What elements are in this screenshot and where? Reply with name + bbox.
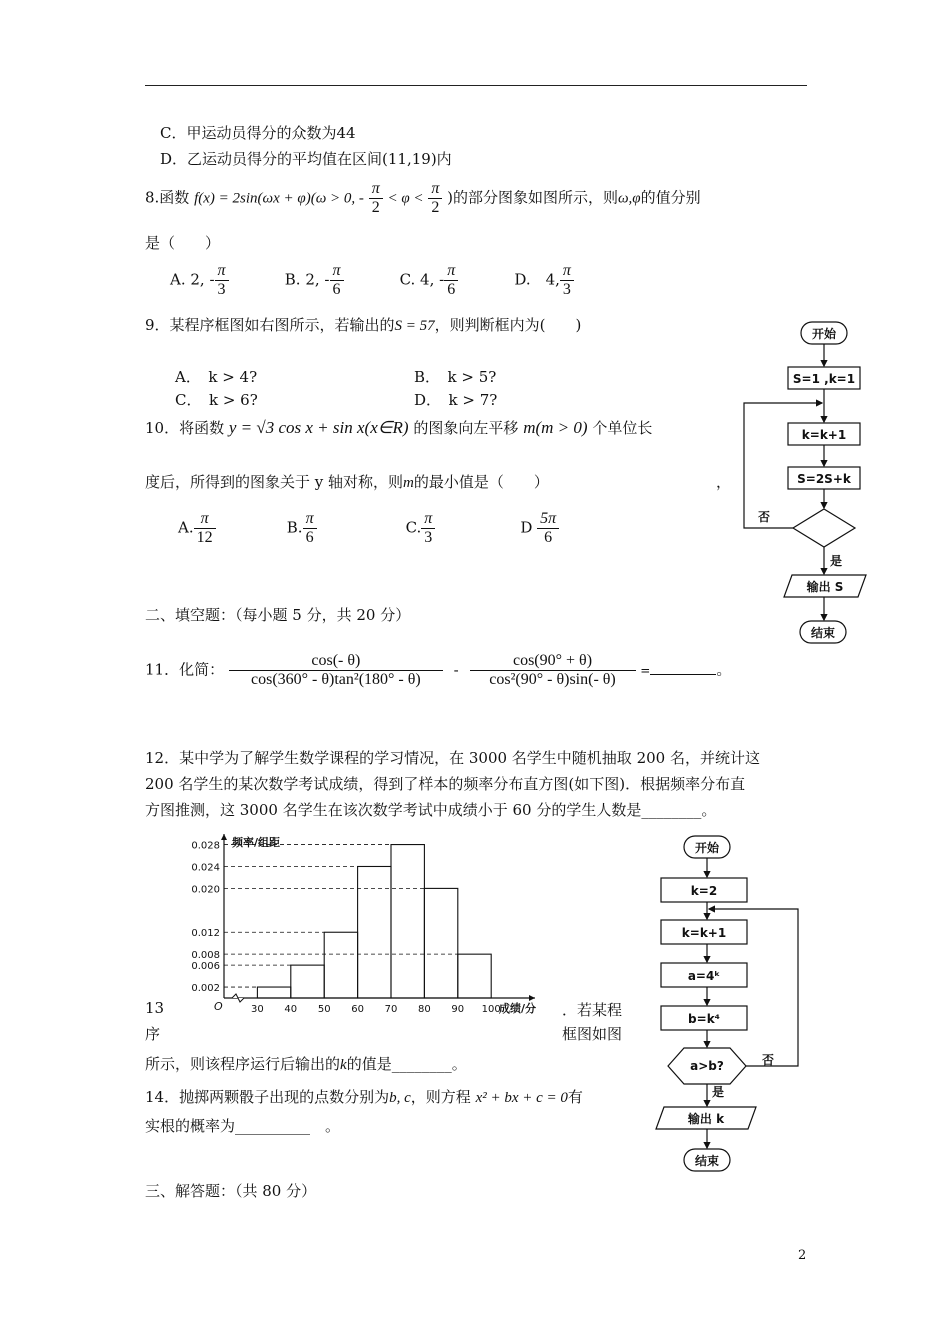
bar-50-60 bbox=[324, 932, 357, 998]
q14-equation: x² + bx + c = 0 bbox=[475, 1090, 568, 1106]
bar-60-70 bbox=[358, 866, 391, 998]
q10-option-b: B. $\frac{\pi}{6}$ bbox=[287, 510, 401, 547]
q9-option-d: D． k > 7? bbox=[414, 391, 498, 409]
flow2-step3-label: b=k⁴ bbox=[688, 1012, 720, 1026]
q11-fraction-2: $\frac{\cos(90^\circ + \theta)}{\text{cos²(90° - θ)sin(- θ)}}$ bbox=[470, 652, 636, 689]
x-tick-50: 50 bbox=[317, 1004, 331, 1015]
flow2-cond-label: a>b? bbox=[690, 1059, 724, 1073]
flow2-yes-label: 是 bbox=[711, 1085, 725, 1099]
q12-line1: 12．某中学为了解学生数学课程的学习情况，在 3000 名学生中随机抽取 200 名，并统计这 bbox=[145, 749, 760, 767]
q8-vars: ω,φ bbox=[617, 190, 641, 207]
y-tick-0.008: 0.008 bbox=[191, 950, 220, 962]
q8-options bbox=[170, 262, 624, 299]
q9-option-c: C． k > 6? bbox=[175, 391, 258, 409]
flow2-output-label: 输出 k bbox=[687, 1112, 725, 1126]
axis-break bbox=[232, 994, 244, 1002]
q12-line3: 方图推测，这 3000 名学生在该次数学考试中成绩小于 60 分的学生人数是________。 bbox=[145, 801, 717, 819]
flowchart-1 bbox=[738, 315, 868, 651]
flow1-step2-label: S=2S+k bbox=[797, 472, 851, 486]
x-tick-40: 40 bbox=[284, 1004, 298, 1015]
flowchart-2 bbox=[650, 830, 810, 1180]
y-axis-arrow bbox=[221, 834, 227, 840]
q8-stem bbox=[145, 180, 701, 217]
q8-mid: < φ < bbox=[387, 190, 424, 207]
q8-suffix: )的部分图象如图所示，则 bbox=[447, 188, 618, 207]
q8-tail: 的值分别 bbox=[640, 188, 701, 207]
q13-right1: ．若某程 bbox=[562, 1001, 623, 1019]
q8-option-d: D. 4, $\frac{\pi}{3}$ bbox=[514, 262, 624, 299]
q10-stem: 10．将函数 y = √3 cos x + sin x(x∈R) 的图象向左平移 m(m > 0) 个单位长 bbox=[145, 418, 653, 437]
q13-right2: 框图如图 bbox=[562, 1025, 623, 1043]
q9-option-b: B． k > 5? bbox=[414, 368, 497, 386]
flow2-no-label: 否 bbox=[761, 1053, 775, 1067]
q10-formula: y = √3 cos x + sin x(x∈R) bbox=[228, 418, 409, 437]
q8-prefix: 8.函数 bbox=[145, 188, 190, 207]
section-2-heading: 二、填空题：（每小题 5 分，共 20 分） bbox=[145, 606, 411, 624]
q10-param: m(m > 0) bbox=[523, 418, 588, 437]
y-tick-0.002: 0.002 bbox=[191, 983, 220, 995]
q13-left2: 序 bbox=[145, 1025, 161, 1043]
q10-option-c: C. $\frac{\pi}{3}$ bbox=[406, 510, 516, 547]
x-tick-90: 90 bbox=[451, 1004, 465, 1015]
x-axis-arrow bbox=[529, 995, 535, 1001]
flow2-end-label: 结束 bbox=[694, 1154, 720, 1168]
x-tick-30: 30 bbox=[251, 1004, 264, 1015]
bar-80-90 bbox=[424, 888, 457, 998]
x-tick-80: 80 bbox=[418, 1004, 431, 1015]
flow2-step1-label: k=k+1 bbox=[681, 926, 727, 940]
q9-var: S = 57 bbox=[394, 318, 435, 334]
stray-comma: ， bbox=[716, 473, 732, 491]
flow1-start-label: 开始 bbox=[811, 327, 837, 341]
q10-line2: 度后，所得到的图象关于 y 轴对称，则m的最小值是（ ） bbox=[145, 473, 549, 491]
frequency-histogram bbox=[180, 828, 550, 1018]
q13-line3: 所示，则该程序运行后输出的k的值是________。 bbox=[145, 1055, 467, 1073]
x-tick-70: 70 bbox=[384, 1004, 398, 1015]
q10-option-a: A. $\frac{\pi}{12}$ bbox=[178, 510, 282, 547]
q10-options bbox=[178, 510, 600, 547]
bar-40-50 bbox=[291, 965, 324, 998]
q7-option-c: C．甲运动员得分的众数为44 bbox=[160, 124, 356, 142]
flow1-init-label: S=1 ,k=1 bbox=[792, 372, 856, 386]
q8-option-c: C. 4, - $\frac{\pi}{6}$ bbox=[400, 262, 510, 299]
bar-30-40 bbox=[257, 987, 290, 998]
q8-option-b: B. 2, - $\frac{\pi}{6}$ bbox=[285, 262, 395, 299]
origin-label: O bbox=[214, 1000, 223, 1013]
q13-number: 13 bbox=[145, 999, 165, 1017]
q8-fraction: $\frac{\pi}{2}$ bbox=[369, 180, 383, 217]
q10-option-d: D $\frac{5\pi}{6}$ bbox=[520, 510, 600, 547]
y-tick-0.006: 0.006 bbox=[191, 961, 220, 973]
y-axis-label: 频率/组距 bbox=[232, 836, 281, 849]
flow1-no-label: 否 bbox=[757, 510, 771, 524]
q8-formula: f(x) = 2sin(ωx + φ)(ω > 0, - bbox=[194, 190, 364, 207]
header-rule bbox=[145, 85, 807, 86]
flow2-step2-label: a=4ᵏ bbox=[687, 969, 721, 983]
flow2-start-label: 开始 bbox=[694, 841, 720, 855]
q8-fraction-2: $\frac{\pi}{2}$ bbox=[428, 180, 442, 217]
flow1-condition-node bbox=[793, 509, 855, 547]
x-axis-label: 成绩/分 bbox=[499, 1002, 537, 1015]
q14-line1: 14．抛掷两颗骰子出现的点数分别为b, c，则方程 x² + bx + c = 0有 bbox=[145, 1088, 583, 1106]
bar-90-100 bbox=[458, 954, 491, 998]
y-tick-0.020: 0.020 bbox=[191, 884, 220, 896]
q9-stem: 9．某程序框图如右图所示，若输出的S = 57，则判断框内为( ) bbox=[145, 316, 582, 334]
q14-line2: 实根的概率为__________ 。 bbox=[145, 1117, 341, 1135]
y-tick-0.012: 0.012 bbox=[191, 928, 220, 940]
q8-line2: 是（ ） bbox=[145, 234, 221, 252]
x-tick-60: 60 bbox=[351, 1004, 364, 1015]
y-tick-0.024: 0.024 bbox=[191, 862, 220, 874]
q7-option-d: D．乙运动员得分的平均值在区间(11,19)内 bbox=[160, 150, 452, 168]
x-tick-100: 100 bbox=[481, 1004, 501, 1015]
flow1-output-label: 输出 S bbox=[806, 580, 844, 594]
section-3-heading: 三、解答题：（共 80 分） bbox=[145, 1182, 317, 1200]
page-number: 2 bbox=[798, 1248, 807, 1263]
flow1-end-label: 结束 bbox=[810, 626, 836, 640]
q8-option-a: A. 2, - $\frac{\pi}{3}$ bbox=[170, 262, 280, 299]
flow2-init-label: k=2 bbox=[690, 884, 718, 898]
q11-stem: 11．化简： $\frac{\cos(- \theta)}{\text{cos(360° - θ)tan²(180° - θ)}}$ - $\frac{\cos(90^\circ + \theta)}{\text{cos²(90° - θ)sin(- θ)}}$ = 。 bbox=[145, 652, 732, 688]
bar-70-80 bbox=[391, 845, 424, 998]
y-tick-0.028: 0.028 bbox=[191, 840, 220, 852]
q9-option-a: A． k > 4? bbox=[175, 368, 258, 386]
flow1-yes-label: 是 bbox=[829, 554, 843, 568]
q12-line2: 200 名学生的某次数学考试成绩，得到了样本的频率分布直方图(如下图)．根据频率分布直 bbox=[145, 775, 746, 793]
flow1-step1-label: k=k+1 bbox=[801, 428, 847, 442]
q11-fraction-1: $\frac{\cos(- \theta)}{\text{cos(360° - θ)tan²(180° - θ)}}$ bbox=[229, 652, 443, 689]
